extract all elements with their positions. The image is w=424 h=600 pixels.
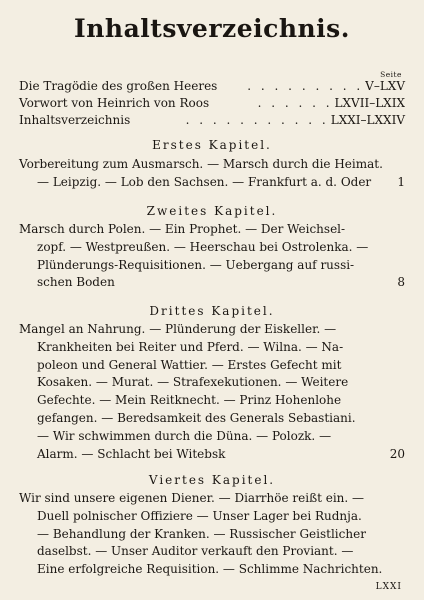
entry-line: Vorbereitung zum Ausmarsch. — Marsch durch die Heimat. [19,157,383,171]
toc-row [19,112,405,129]
entry-line: — Behandlung der Kranken. — Russischer Geistlicher [37,526,366,541]
front-matter-list [19,78,405,129]
toc-row [19,78,405,95]
seite-column-label: Seite [380,70,402,79]
toc-row-label: Die Tragödie des großen Heeres [19,79,218,93]
entry-line: daselbst. — Unser Auditor verkauft den Proviant. — [37,544,354,559]
entry-line [19,274,405,292]
chapter-heading: Viertes Kapitel. [148,473,276,487]
entry-line: poleon und General Wattier. — Erstes Gefecht mit [37,357,342,372]
entry-line: Marsch durch Polen. — Ein Prophet. — Der Weichsel- [19,222,346,236]
chapter-page-number: 20 [389,446,405,461]
toc-row-page: LXVII–LXIX [334,96,405,110]
chapter-heading: Zweites Kapitel. [146,204,278,218]
entry-line [19,446,405,464]
toc-row [19,95,405,112]
entry-line: gefangen. — Beredsamkeit des Generals Sebastiani. [37,410,356,425]
entry-line: Kosaken. — Murat. — Strafexekutionen. — Weitere [37,375,349,390]
entry-line: Gefechte. — Mein Reitknecht. — Prinz Hohenlohe [37,393,342,408]
entry-line: Krankheiten bei Reiter und Pferd. — Wilna. — Na- [37,339,344,354]
entry-line: Eine erfolgreiche Requisition. — Schlimme Nachrichten. [37,562,383,577]
entry-line: Plünderungs-Requisitionen. — Uebergang auf russi- [37,257,355,272]
chapter-entry [19,221,405,292]
toc-row-page: V–LXV [365,79,405,93]
chapter-heading: Drittes Kapitel. [149,304,275,318]
toc-row-page: LXXI–LXXIV [330,113,405,127]
entry-line-text: Alarm. — Schlacht bei Witebsk [37,446,226,461]
entry-line: Wir sind unsere eigenen Diener. — Diarrhöe reißt ein. — [19,491,365,505]
leader-dots: . . . . . . . . . [247,79,364,93]
entry-line-text: schen Boden [37,275,115,290]
chapter-entry [19,490,405,579]
entry-line: Mangel an Nahrung. — Plünderung der Eiskeller. — [19,322,337,336]
chapter-heading: Erstes Kapitel. [152,138,272,152]
entry-line-text: — Leipzig. — Lob den Sachsen. — Frankfurt a. d. Oder [37,174,372,189]
leader-dots: . . . . . . [257,96,333,110]
leader-dots: . . . . . . . . . . . [185,113,329,127]
toc-row-label: Inhaltsverzeichnis [19,113,131,127]
entry-line: — Wir schwimmen durch die Düna. — Polozk. — [37,428,332,443]
chapter-entry [19,321,405,463]
entry-line: zopf. — Westpreußen. — Heerschau bei Ostrolenka. — [37,239,369,254]
entry-line [19,174,405,192]
chapter-page-number: 8 [397,275,405,290]
toc-row-label: Vorwort von Heinrich von Roos [19,96,210,110]
page-folio: LXXI [375,582,402,592]
entry-line: Duell polnischer Offiziere — Unser Lager bei Rudnja. [37,508,362,523]
page-title: Inhaltsverzeichnis. [74,14,350,43]
chapter-entry [19,156,405,192]
chapter-page-number: 1 [397,174,405,189]
